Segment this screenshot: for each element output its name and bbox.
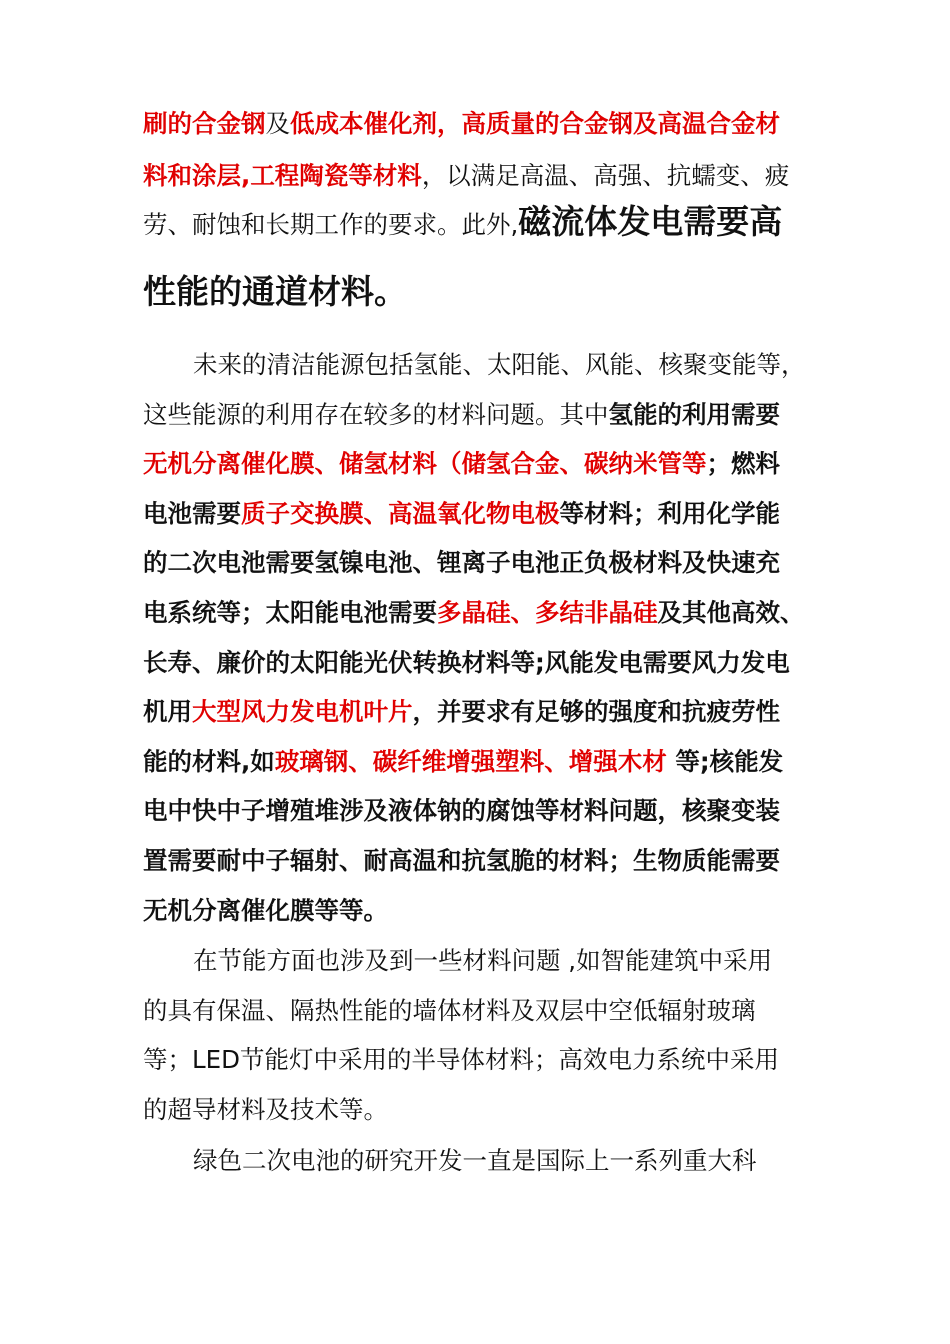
- paragraph-1-cont: [143, 196, 815, 251]
- red-text: ，: [437, 109, 462, 138]
- p4-line-1: 绿色二次电池的研究开发一直是国际上一系列重大科: [193, 1146, 757, 1175]
- bold-text: 等材料；利用化学能: [559, 498, 780, 528]
- bold-text: 及其他高效、: [657, 597, 805, 627]
- red-text: 质子交换膜、高温氧化物电极: [241, 498, 560, 528]
- red-text: 大型风力发电机叶片: [192, 697, 413, 727]
- p2-line-9: [143, 737, 815, 787]
- bold-text: 机用: [143, 697, 192, 727]
- p2-line-5: 的二次电池需要氢镍电池、锂离子电池正负极材料及快速充: [143, 548, 780, 578]
- p3-line-3: 等；LED节能灯中采用的半导体材料；高效电力系统中采用: [143, 1045, 779, 1075]
- p2-line-8: [143, 687, 815, 737]
- p2-line-7: 长寿、廉价的太阳能光伏转换材料等;风能发电需要风力发电: [143, 647, 790, 677]
- bold-text: ，并要求有足够的强度和抗疲劳性: [412, 697, 780, 727]
- paragraph-3: [143, 936, 815, 1134]
- p2-line-4: [143, 489, 815, 539]
- p3-line-4: 的超导材料及技术等。: [143, 1094, 388, 1124]
- p2-line-3: [143, 439, 815, 489]
- paragraph-1-end: [143, 266, 815, 318]
- red-text: 玻璃钢、碳纤维增强塑料、增强木材: [274, 746, 667, 776]
- red-text: 刷的合金钢: [143, 109, 266, 138]
- p1-line-2: [143, 150, 815, 202]
- text: 这些能源的利用存在较多的材料问题。其中: [143, 399, 609, 429]
- p1-line-4: 性能的通道材料。: [143, 272, 407, 311]
- p2-line-12: 无机分离催化膜等等。: [143, 895, 388, 925]
- p2-line-10: 电中快中子增殖堆涉及液体钠的腐蚀等材料问题，核聚变装: [143, 796, 780, 826]
- p2-line-2: [143, 390, 815, 440]
- paragraph-2: [143, 340, 815, 935]
- red-text: 多晶硅、多结非晶硅: [437, 597, 658, 627]
- large-bold-text: 磁流体发电需要高: [518, 202, 783, 241]
- bold-text: 电池需要: [143, 498, 241, 528]
- bold-text: ；燃料: [706, 449, 780, 479]
- p3-line-2: 的具有保温、隔热性能的墙体材料及双层中空低辐射玻璃: [143, 995, 756, 1025]
- p3-line-1: 在节能方面也涉及到一些材料问题 ,如智能建筑中采用: [193, 946, 773, 975]
- p1-line-1: [143, 98, 815, 150]
- p1-line-3: [143, 196, 815, 251]
- paragraph-4: [143, 1136, 815, 1186]
- text: 及: [265, 109, 290, 138]
- p2-line-6: [143, 588, 815, 638]
- bold-text: 电系统等；太阳能电池需要: [143, 597, 437, 627]
- bold-text: 氢能的利用需要: [608, 399, 780, 429]
- red-text: 无机分离催化膜、储氢材料（储氢合金、碳纳米管等: [143, 449, 707, 479]
- red-text: ,: [241, 161, 251, 190]
- red-text: 工程陶瓷等材料: [250, 161, 422, 190]
- red-text: 料和涂层: [143, 161, 241, 190]
- paragraph-1: [143, 98, 815, 202]
- bold-text: 能的材料,如: [143, 746, 275, 776]
- text: 劳、耐蚀和长期工作的要求。此外,: [143, 210, 519, 239]
- red-text: 低成本催化剂: [290, 109, 437, 138]
- p2-line-1: 未来的清洁能源包括氢能、太阳能、风能、核聚变能等，: [193, 350, 806, 379]
- red-text: 高质量的合金钢及高温合金材: [461, 109, 780, 138]
- bold-text: 等;核能发: [666, 746, 784, 776]
- text: ，以满足高温、高强、抗蠕变、疲: [421, 161, 790, 190]
- p2-line-11: 置需要耐中子辐射、耐高温和抗氢脆的材料；生物质能需要: [143, 845, 780, 875]
